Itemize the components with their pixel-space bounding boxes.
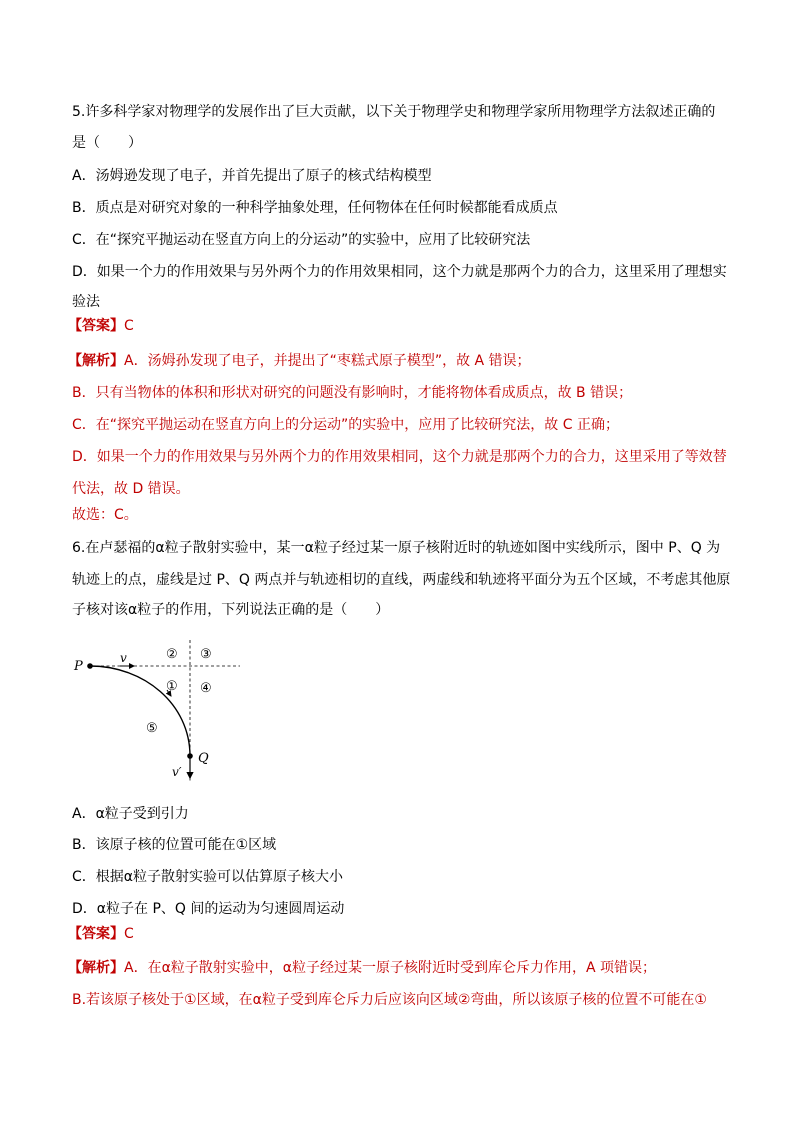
q5-analysis-b: B．只有当物体的体积和形状对研究的问题没有影响时，才能将物体看成质点，故 B 错误；	[72, 385, 633, 401]
point-q	[187, 753, 193, 759]
q5-stem-line2: 是（ ）	[72, 135, 142, 151]
q6-analysis-b: B.若该原子核处于①区域，在α粒子受到库仑斥力后应该向区域②弯曲，所以该原子核的位置不可能在①	[72, 992, 707, 1008]
q5-option-c: C．在“探究平抛运动在竖直方向上的分运动”的实验中，应用了比较研究法	[72, 232, 531, 248]
q6-analysis-a-text: A．在α粒子散射实验中，α粒子经过某一原子核附近时受到库仑斥力作用，A 项错误；	[124, 960, 657, 976]
region-5-label: ⑤	[146, 721, 158, 736]
q5-option-d-line2: 验法	[72, 294, 100, 310]
label-v: v	[120, 651, 127, 665]
q5-option-d-line1: D．如果一个力的作用效果与另外两个力的作用效果相同，这个力就是那两个力的合力，这里采用了理想实	[72, 264, 727, 280]
q6-answer-tag: 【答案】	[68, 926, 124, 942]
q6-option-c: C．根据α粒子散射实验可以估算原子核大小	[72, 869, 344, 885]
label-p: P	[74, 659, 83, 674]
q6-answer-value: C	[124, 926, 134, 942]
region-1-label: ①	[166, 679, 178, 694]
q6-analysis-tag: 【解析】	[68, 960, 124, 976]
q5-option-a: A．汤姆逊发现了电子，并首先提出了原子的核式结构模型	[72, 168, 432, 184]
q5-analysis-tag: 【解析】	[68, 353, 124, 369]
q6-analysis-a	[68, 958, 656, 978]
q5-answer-value: C	[124, 318, 134, 334]
q6-answer	[68, 924, 134, 944]
q5-analysis-c: C．在“探究平抛运动在竖直方向上的分运动”的实验中，应用了比较研究法，故 C 正确；	[72, 417, 619, 433]
q5-answer-tag: 【答案】	[68, 318, 124, 334]
q5-analysis-a-text: A．汤姆孙发现了电子，并提出了“枣糕式原子模型”，故 A 错误；	[124, 353, 531, 369]
q6-option-d: D．α粒子在 P、Q 间的运动为匀速圆周运动	[72, 901, 345, 917]
point-p	[87, 663, 93, 669]
q5-stem-line1: 5.许多科学家对物理学的发展作出了巨大贡献，以下关于物理学史和物理学家所用物理学方法叙述正确的	[72, 104, 716, 120]
q6-stem-line3: 子核对该α粒子的作用，下列说法正确的是（ ）	[72, 602, 390, 618]
q5-analysis-a	[68, 351, 531, 371]
region-3-label: ③	[200, 647, 212, 662]
q5-answer	[68, 316, 134, 336]
q5-analysis-d-line1: D．如果一个力的作用效果与另外两个力的作用效果相同，这个力就是那两个力的合力，这里采用了等效替	[72, 449, 727, 465]
q6-stem-line2: 轨迹上的点，虚线是过 P、Q 两点并与轨迹相切的直线，两虚线和轨迹将平面分为五个区域，不考虑其他原	[72, 572, 731, 588]
q5-conclusion: 故选：C。	[72, 507, 138, 523]
q6-option-b: B．该原子核的位置可能在①区域	[72, 837, 277, 853]
label-v-prime: v′	[172, 765, 182, 779]
q5-option-b: B．质点是对研究对象的一种科学抽象处理，任何物体在任何时候都能看成质点	[72, 200, 558, 216]
q5-analysis-d-line2: 代法，故 D 错误。	[72, 481, 190, 497]
q6-stem-line1: 6.在卢瑟福的α粒子散射实验中，某一α粒子经过某一原子核附近时的轨迹如图中实线所示，图中 P、Q 为	[72, 540, 721, 556]
label-q: Q	[198, 751, 209, 766]
q6-option-a: A．α粒子受到引力	[72, 806, 189, 822]
alpha-scattering-diagram	[72, 640, 252, 790]
region-2-label: ②	[166, 647, 178, 662]
trajectory-figure	[72, 640, 252, 790]
region-4-label: ④	[200, 681, 212, 696]
